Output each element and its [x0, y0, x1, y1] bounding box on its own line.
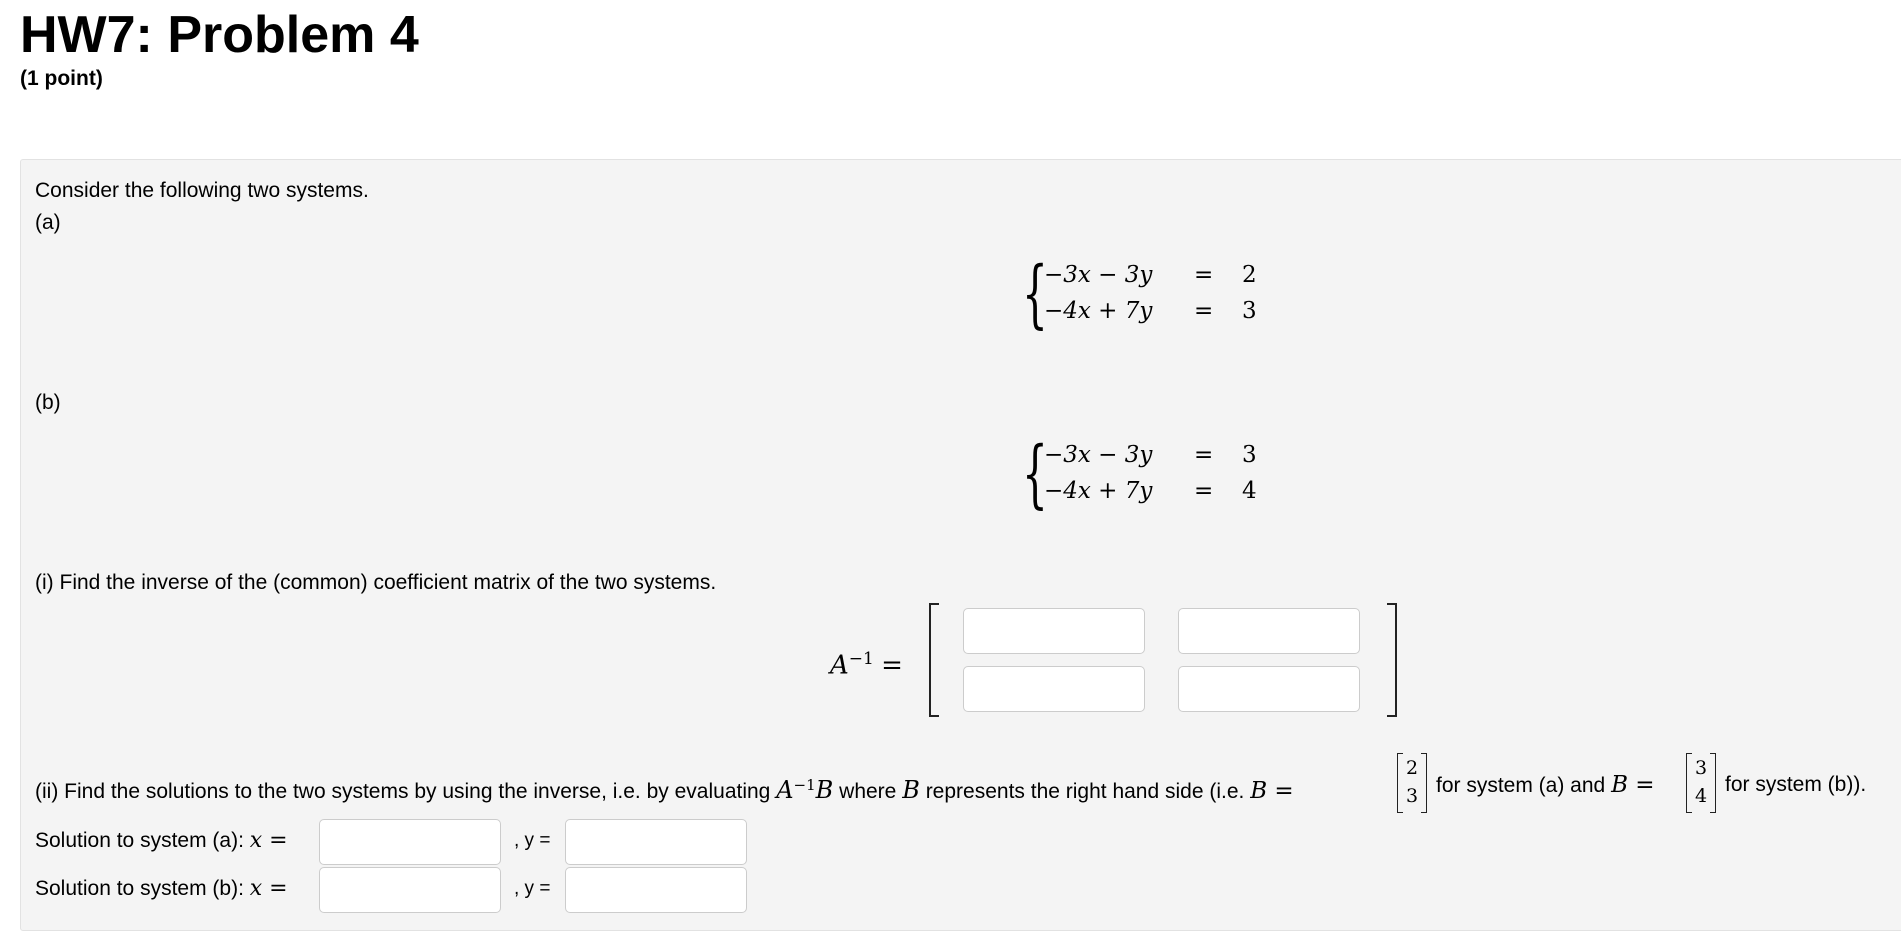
system-a	[1022, 251, 1282, 337]
solution-label: Solution to system (b):	[35, 877, 244, 900]
problem-panel	[20, 159, 1901, 931]
part-ii-text: for system (b)).	[1725, 773, 1867, 796]
solution-label: Solution to system (a):	[35, 829, 244, 852]
equals-sign: =	[1194, 442, 1214, 468]
matrix-left-bracket	[929, 603, 939, 717]
rhs-symbol: B	[815, 776, 834, 804]
solution-a-x-input[interactable]	[319, 819, 501, 865]
inverse-entry-a22[interactable]	[1178, 666, 1360, 712]
vector-left-bracket	[1686, 753, 1692, 813]
y-label: , y =	[514, 830, 551, 851]
problem-intro: Consider the following two systems.	[35, 179, 369, 202]
equation-lhs: −4x + 7y	[1044, 478, 1153, 504]
part-i-prompt: (i) Find the inverse of the (common) coefficient matrix of the two systems.	[35, 571, 717, 594]
equals-sign: =	[1194, 478, 1214, 504]
system-b	[1022, 431, 1282, 517]
y-label: , y =	[514, 878, 551, 899]
part-b-label: (b)	[35, 391, 61, 414]
left-brace: {	[1022, 431, 1048, 517]
inverse-label	[830, 644, 903, 681]
equals-sign: =	[1194, 298, 1214, 324]
inverse-entry-a21[interactable]	[963, 666, 1145, 712]
inverse-exponent: −1	[848, 649, 874, 669]
equals-sign: =	[881, 650, 903, 681]
inverse-exponent: −1	[793, 776, 816, 794]
vector-right-bracket	[1421, 753, 1427, 813]
vector-entry: 3	[1406, 785, 1419, 807]
solution-a-label	[35, 828, 288, 854]
part-ii-text: (ii) Find the solutions to the two systems by using the inverse, i.e. by evaluating	[35, 780, 771, 803]
solution-b-label	[35, 876, 288, 902]
inverse-entry-a12[interactable]	[1178, 608, 1360, 654]
equals-sign: =	[1194, 262, 1214, 288]
b-equals: B =	[1250, 778, 1294, 804]
part-a-label: (a)	[35, 211, 61, 234]
matrix-symbol: A	[776, 776, 794, 804]
equation-lhs: −3x − 3y	[1044, 262, 1153, 288]
vector-entry: 2	[1406, 757, 1419, 779]
left-brace: {	[1022, 251, 1048, 337]
equation-rhs: 4	[1242, 478, 1257, 504]
matrix-right-bracket	[1387, 603, 1397, 717]
rhs-symbol: B	[902, 776, 920, 804]
vector-entry: 3	[1695, 757, 1708, 779]
equation-rhs: 2	[1242, 262, 1257, 288]
solution-a-y-input[interactable]	[565, 819, 747, 865]
page-title: HW7: Problem 4	[20, 6, 419, 64]
equation-rhs: 3	[1242, 298, 1257, 324]
solution-b-x-input[interactable]	[319, 867, 501, 913]
x-label: x =	[249, 828, 288, 853]
part-ii-text	[1436, 772, 1655, 799]
b-equals: B =	[1611, 772, 1655, 798]
part-ii-text: represents the right hand side (i.e.	[925, 780, 1245, 803]
vector-right-bracket	[1710, 753, 1716, 813]
part-ii-prompt	[35, 772, 1294, 805]
equation-lhs: −3x − 3y	[1044, 442, 1153, 468]
point-value: (1 point)	[20, 67, 103, 90]
matrix-symbol: A	[830, 650, 849, 681]
x-label: x =	[249, 876, 288, 901]
equation-lhs: −4x + 7y	[1044, 298, 1153, 324]
equation-rhs: 3	[1242, 442, 1257, 468]
inverse-entry-a11[interactable]	[963, 608, 1145, 654]
part-ii-text: for system (a) and	[1436, 774, 1606, 797]
vector-entry: 4	[1695, 785, 1708, 807]
solution-b-y-input[interactable]	[565, 867, 747, 913]
part-ii-text: where	[839, 780, 897, 803]
vector-left-bracket	[1397, 753, 1403, 813]
